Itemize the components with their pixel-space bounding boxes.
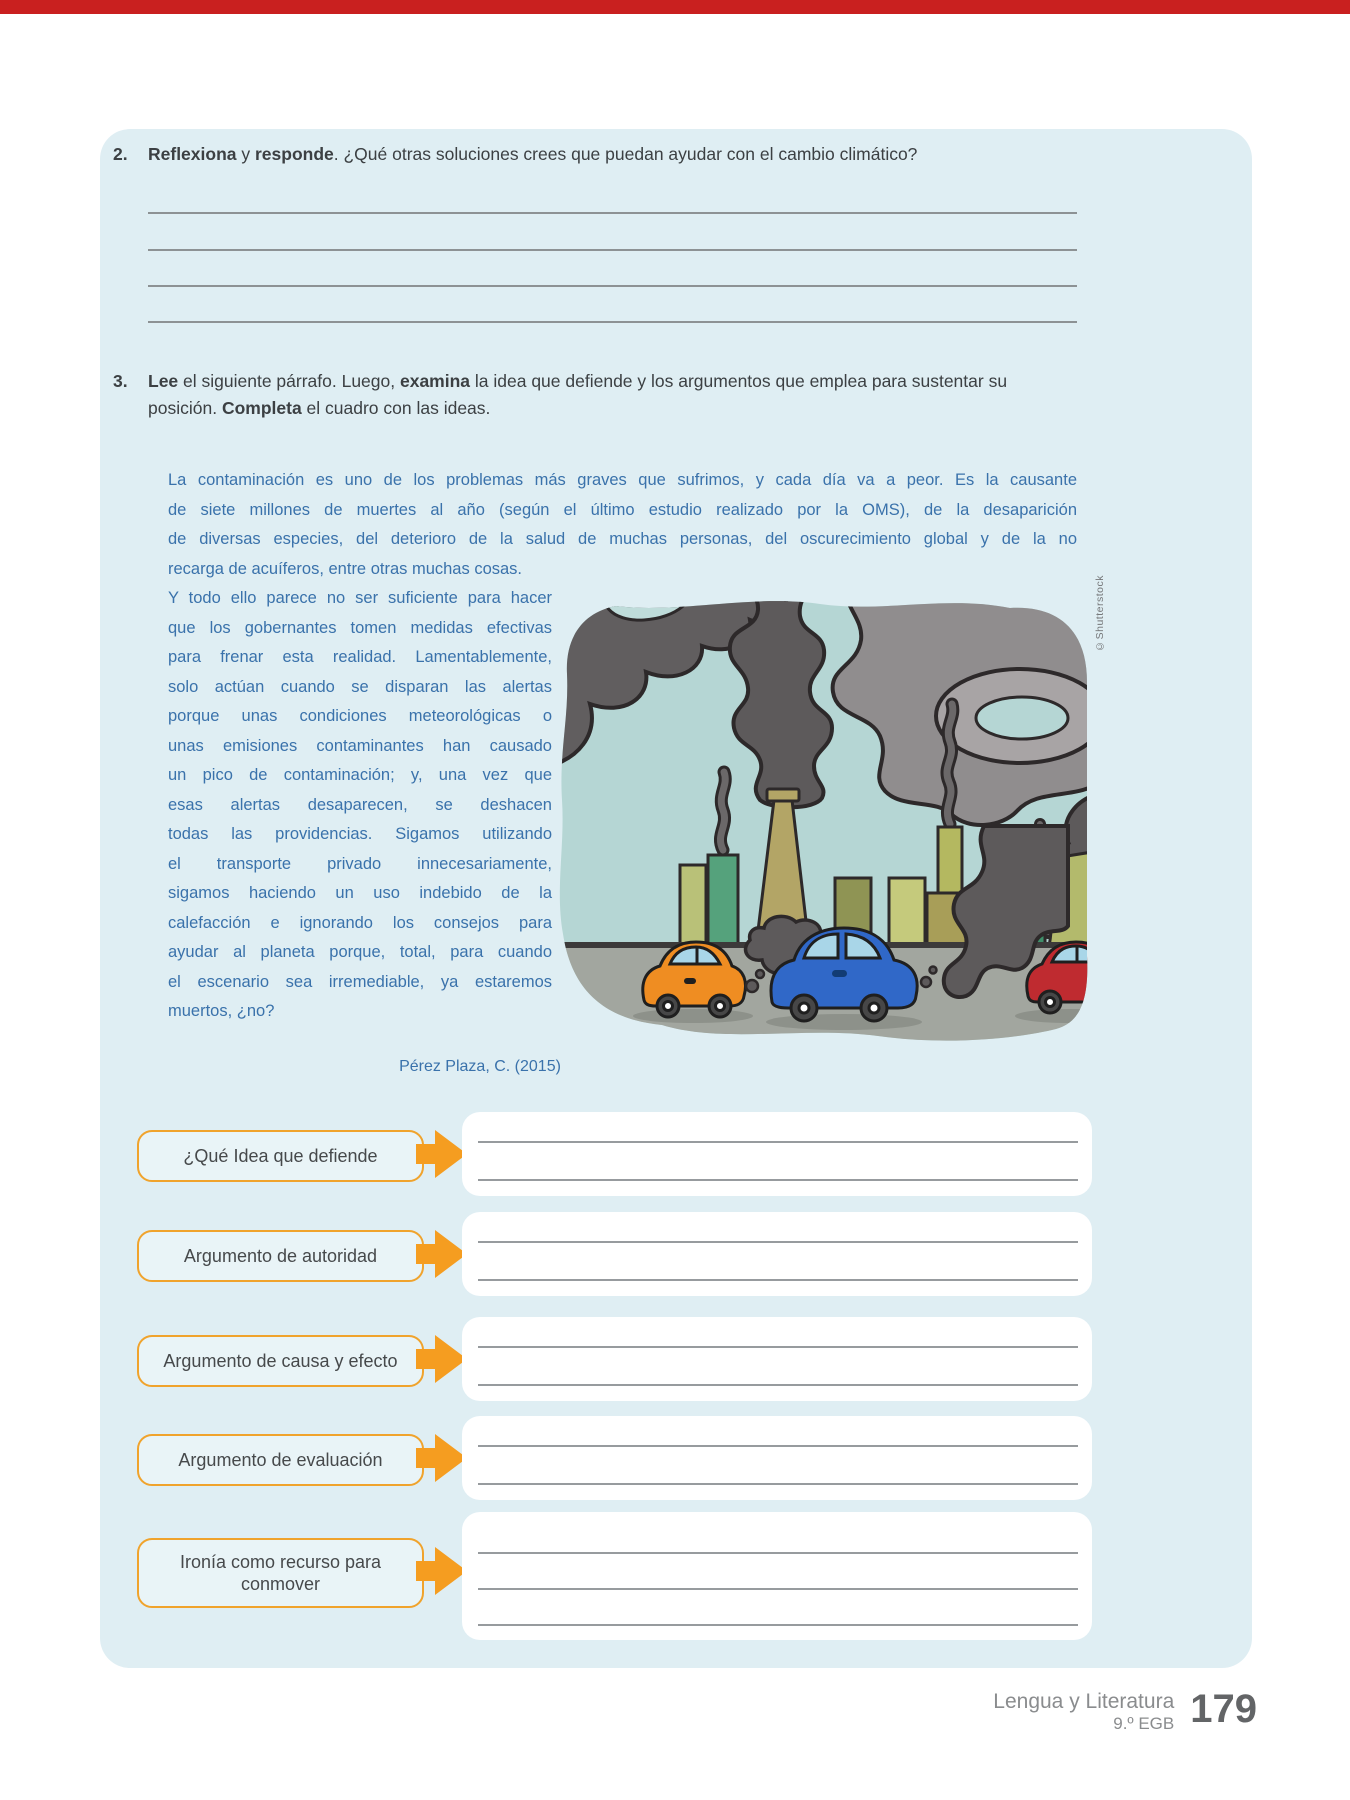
arrow-right-icon [416, 1334, 468, 1384]
footer-grade: 9.º EGB [1113, 1714, 1175, 1733]
exercise-3-number: 3. [113, 371, 128, 391]
car-shadow [633, 1009, 753, 1023]
argument-label-evaluacion: Argumento de evaluación [137, 1434, 424, 1486]
argument-row [0, 1212, 1350, 1296]
page-number: 179 [1190, 1687, 1257, 1731]
exercise-3 [113, 368, 1073, 422]
argument-answer-area [462, 1512, 1092, 1640]
argument-label-ironia: Ironía como recurso para conmover [137, 1538, 424, 1608]
page-top-red-bar [0, 0, 1350, 14]
sky-gap [976, 697, 1068, 739]
argument-answer-area [462, 1416, 1092, 1500]
exercise-2-instruction: Reflexiona y responde. ¿Qué otras soluciones crees que puedan ayudar con el cambio climático? [148, 144, 918, 164]
exercise-2-number: 2. [113, 144, 128, 164]
argument-row [0, 1416, 1350, 1500]
argument-row [0, 1317, 1350, 1401]
writing-line [148, 321, 1077, 323]
argument-answer-area [462, 1112, 1092, 1196]
argument-label-causa-efecto: Argumento de causa y efecto [137, 1335, 424, 1387]
reading-passage-column: Y todo ello parece no ser suficiente para hacer que los gobernantes tomen medidas efectivas para frenar esta realidad. Lamentablemente, solo actúan cuando se disparan las alertas porque unas condiciones meteorológicas o unas emisiones contaminantes han causado un pico de contaminación; y, una vez que esas alertas desaparecen, se deshacen todas las providencias. Sigamos utilizando el transporte privado innecesariamente, sigamos haciendo un uso indebido de la calefacción e ignorando los consejos para ayudar al planeta porque, total, para cuando el escenario sea irremediable, ya estaremos muertos, ¿no? [168, 589, 552, 1020]
exercise-3-instruction: Lee el siguiente párrafo. Luego, examina la idea que defiende y los argumentos que emplea para sustentar su posición. Completa el cuadro con las ideas. [148, 371, 1008, 418]
argument-label-autoridad: Argumento de autoridad [137, 1230, 424, 1282]
writing-line [148, 285, 1077, 287]
stock-photo-credit: ©Shutterstock [1094, 575, 1106, 652]
argument-row [0, 1112, 1350, 1196]
writing-line [148, 249, 1077, 251]
arrow-right-icon [416, 1129, 468, 1179]
passage-author-credit: Pérez Plaza, C. (2015) [399, 1058, 561, 1075]
car-shadow [766, 1014, 922, 1030]
argument-row [0, 1512, 1350, 1640]
exercise-2 [113, 141, 1073, 168]
argument-label-idea: ¿Qué Idea que defiende [137, 1130, 424, 1182]
argument-answer-area [462, 1317, 1092, 1401]
arrow-right-icon [416, 1229, 468, 1279]
argument-answer-area [462, 1212, 1092, 1296]
writing-line [148, 212, 1077, 214]
reading-passage-intro: La contaminación es uno de los problemas más graves que sufrimos, y cada día va a peor. Es la causante de siete millones de muertes al año (según el último estudio realizado por la OMS), de la desaparición de diversas especies, del deterioro de la salud de muchas personas, del oscurecimiento global y de la no recarga de acuíferos, entre otras muchas cosas. [168, 471, 1077, 578]
pollution-city-illustration [552, 588, 1092, 1055]
footer-subject: Lengua y Literatura [993, 1690, 1175, 1713]
page-footer [993, 1687, 1257, 1734]
arrow-right-icon [416, 1546, 468, 1596]
arrow-right-icon [416, 1433, 468, 1483]
